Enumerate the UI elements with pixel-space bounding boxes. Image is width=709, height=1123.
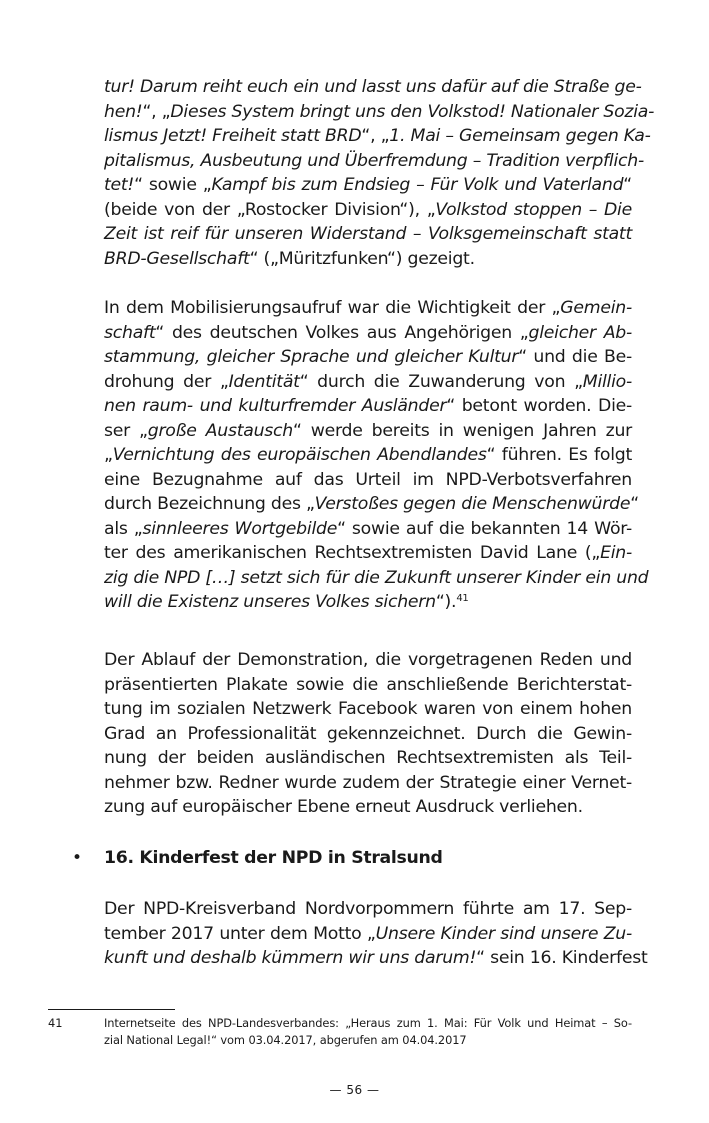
italic-quote: Verstoßes gegen die Menschenwürde [314,494,631,514]
italic-quote: 1. Mai – Gemeinsam gegen Ka- [389,126,651,146]
text-run: “ sowie „ [134,175,212,195]
italic-quote: Gemein- [560,298,632,318]
text-run: zial National Legal!“ vom 03.04.2017, abgerufen am 04.04.2017 [104,1033,467,1047]
text-line [104,296,632,321]
text-run: (beide von der „Rostocker Division“), „ [104,199,436,220]
text-line [104,517,632,542]
text-run: eine Bezugnahme auf das Urteil im NPD-Verbotsverfahren [104,469,632,490]
footnote-reference: 41 [456,593,469,604]
italic-quote: gleicher Ab- [528,322,632,343]
footnote-text [104,1015,632,1049]
text-line [104,648,632,673]
page-number: — 56 — [329,1083,380,1097]
italic-quote: kunft und deshalb kümmern wir uns darum! [104,948,477,968]
text-run: ser „ [104,420,148,441]
text-line [104,345,632,370]
italic-quote: Ein- [600,543,632,563]
italic-quote: zig die NPD […] setzt sich für die Zukunft unserer Kinder ein und [104,567,649,588]
section-bullet: • [72,848,83,868]
text-line [104,590,632,615]
text-line [104,222,632,247]
text-line [104,419,632,444]
italic-quote: Volkstod stoppen – Die [435,199,632,220]
text-run: tember 2017 unter dem Motto „ [104,923,376,944]
text-run: “ („Müritzfunken“) gezeigt. [249,248,475,269]
text-line [104,173,632,198]
text-line [104,541,632,566]
footnote-number: 41 [48,1016,63,1030]
text-line [104,946,648,971]
text-line [104,1015,632,1032]
text-line [104,100,655,125]
text-line [104,468,632,493]
italic-quote: Unsere Kinder sind unsere Zu- [375,923,632,944]
text-run: zung auf europäischer Ebene erneut Ausdruck verliehen. [104,797,583,817]
text-run: “, „ [142,101,171,122]
italic-quote: tur! Darum reiht euch ein und lasst uns dafür auf die Straße ge- [104,77,642,97]
paragraph-slogans [104,75,655,271]
text-run: tung im sozialen Netzwerk Facebook waren von einem hohen [104,699,632,719]
text-run: Der NPD-Kreisverband Nordvorpommern führte am 17. Sep- [104,899,632,919]
italic-quote: Millio- [582,371,632,392]
italic-quote: tet! [104,175,135,195]
italic-quote: schaft [104,322,156,343]
text-run: In dem Mobilisierungsaufruf war die Wichtigkeit der „ [104,298,561,318]
text-run: als „ [104,518,143,539]
text-run: durch Bezeichnung des „ [104,494,315,514]
text-run: “ des deutschen Volkes aus Angehörigen „ [155,322,529,343]
text-run: “ durch die Zuwanderung von „ [299,371,583,392]
italic-quote: will die Existenz unseres Volkes sichern [104,592,436,612]
text-run: “). [435,592,457,612]
text-line [104,394,632,419]
text-line [104,771,632,796]
text-run: “ [623,175,632,195]
text-run: “ sein 16. Kinderfest [476,948,648,968]
text-line [104,697,632,722]
text-run: Internetseite des NPD-Landesverbandes: „Heraus zum 1. Mai: Für Volk und Heimat – So- [104,1016,632,1030]
text-line [104,75,642,100]
italic-quote: Identität [228,371,300,392]
section-heading: 16. Kinderfest der NPD in Stralsund [104,848,443,868]
text-line [104,795,632,820]
text-line [104,673,632,698]
italic-quote: Zeit ist reif für unseren Widerstand – Volksgemeinschaft statt [104,224,632,244]
text-run: nung der beiden ausländischen Rechtsextremisten als Teil- [104,748,632,768]
text-line [104,722,632,747]
text-line [104,124,651,149]
text-run: Der Ablauf der Demonstration, die vorgetragenen Reden und [104,650,632,670]
italic-quote: stammung, gleicher Sprache und gleicher Kultur [104,347,519,367]
text-run: “ betont worden. Die- [446,396,632,416]
italic-quote: pitalismus, Ausbeutung und Überfremdung – Tradition verpflich- [104,150,644,171]
text-line [104,922,632,947]
italic-quote: hen! [104,101,143,122]
text-run: ter des amerikanischen Rechtsextremisten David Lane („ [104,543,601,563]
text-run: präsentierten Plakate sowie die anschließende Berichterstat- [104,674,632,695]
text-run: drohung der „ [104,371,229,392]
text-line [104,897,632,922]
paragraph-mobilization-call [104,296,649,615]
text-run: Grad an Professionalität gekennzeichnet. Durch die Gewin- [104,723,632,744]
text-line [104,746,632,771]
text-run: “ [630,494,639,514]
text-line [104,247,632,272]
italic-quote: große Austausch [147,420,293,441]
text-line [104,198,632,223]
text-run: „ [104,445,113,465]
text-line [104,149,644,174]
italic-quote: Kampf bis zum Endsieg – Für Volk und Vaterland [211,175,624,195]
italic-quote: sinnleeres Wortgebilde [142,518,338,539]
text-line [104,443,632,468]
text-line [104,1032,632,1049]
footnote-divider [48,1009,175,1010]
paragraph-kinderfest [104,897,648,971]
italic-quote: lismus Jetzt! Freiheit statt BRD [104,126,362,146]
italic-quote: Vernichtung des europäischen Abendlandes [112,445,487,465]
text-run: “ sowie auf die bekannten 14 Wör- [337,518,633,539]
text-line [104,321,632,346]
italic-quote: nen raum- und kulturfremder Ausländer [104,396,447,416]
text-line [104,492,639,517]
text-run: “ und die Be- [518,347,632,367]
italic-quote: Dieses System bringt uns den Volkstod! Nationaler Sozia- [170,101,655,122]
text-run: “, „ [361,126,390,146]
paragraph-demonstration-summary [104,648,632,820]
text-run: nehmer bzw. Redner wurde zudem der Strategie einer Vernet- [104,772,632,793]
text-line [104,566,649,591]
text-run: “ werde bereits in wenigen Jahren zur [293,420,633,441]
italic-quote: BRD-Gesellschaft [104,248,250,269]
text-run: “ führen. Es folgt [486,445,632,465]
text-line [104,370,632,395]
